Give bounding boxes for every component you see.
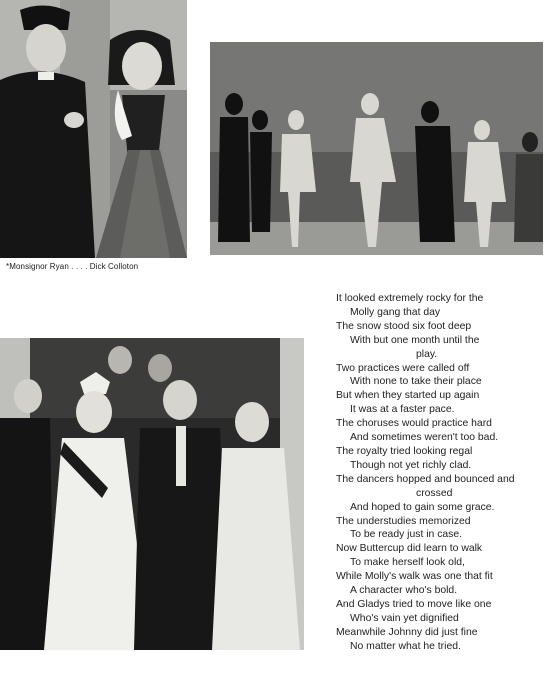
poem-line: The choruses would practice hard [336,418,492,430]
photo-dancers [210,42,543,255]
poem-line: The royalty tried looking regal [336,445,473,457]
poem-line: And Gladys tried to move like one [336,598,492,610]
poem-line: To be ready just in case. [350,529,463,541]
poem-line: With none to take their place [350,376,482,388]
poem-line: To make herself look old, [350,557,465,569]
poem-line: While Molly's walk was one that fit [336,571,493,583]
poem-line: The dancers hopped and bounced and [336,473,515,485]
poem-line: But when they started up again [336,390,480,402]
poem-line: Molly gang that day [350,306,441,318]
photo-caption: *Monsignor Ryan . . . . Dick Colloton [6,262,139,271]
poem-line: Meanwhile Johnny did just fine [336,626,478,638]
photo-monsignor-ryan [0,0,187,258]
poem-line: The understudies memorized [336,515,471,527]
poem-line: It was at a faster pace. [350,404,455,416]
poem-line: With but one month until the [350,334,480,346]
poem-line: And hoped to gain some grace. [350,501,495,513]
poem-line: Now Buttercup did learn to walk [336,543,483,555]
poem-line: Though not yet richly clad. [350,459,472,471]
poem-line: It looked extremely rocky for the [336,293,484,304]
poem-line: crossed [416,487,453,499]
photo-royalty [0,338,304,650]
poem-line: The snow stood six foot deep [336,320,472,332]
poem-line: A character who's bold. [350,585,458,597]
poem [336,292,546,654]
poem-line: No matter what he tried. [350,640,461,652]
poem-line: And sometimes weren't too bad. [350,432,499,444]
poem-line: Two practices were called off [336,362,470,374]
poem-line: Who's vain yet dignified [350,612,459,624]
poem-line: play. [416,348,438,360]
